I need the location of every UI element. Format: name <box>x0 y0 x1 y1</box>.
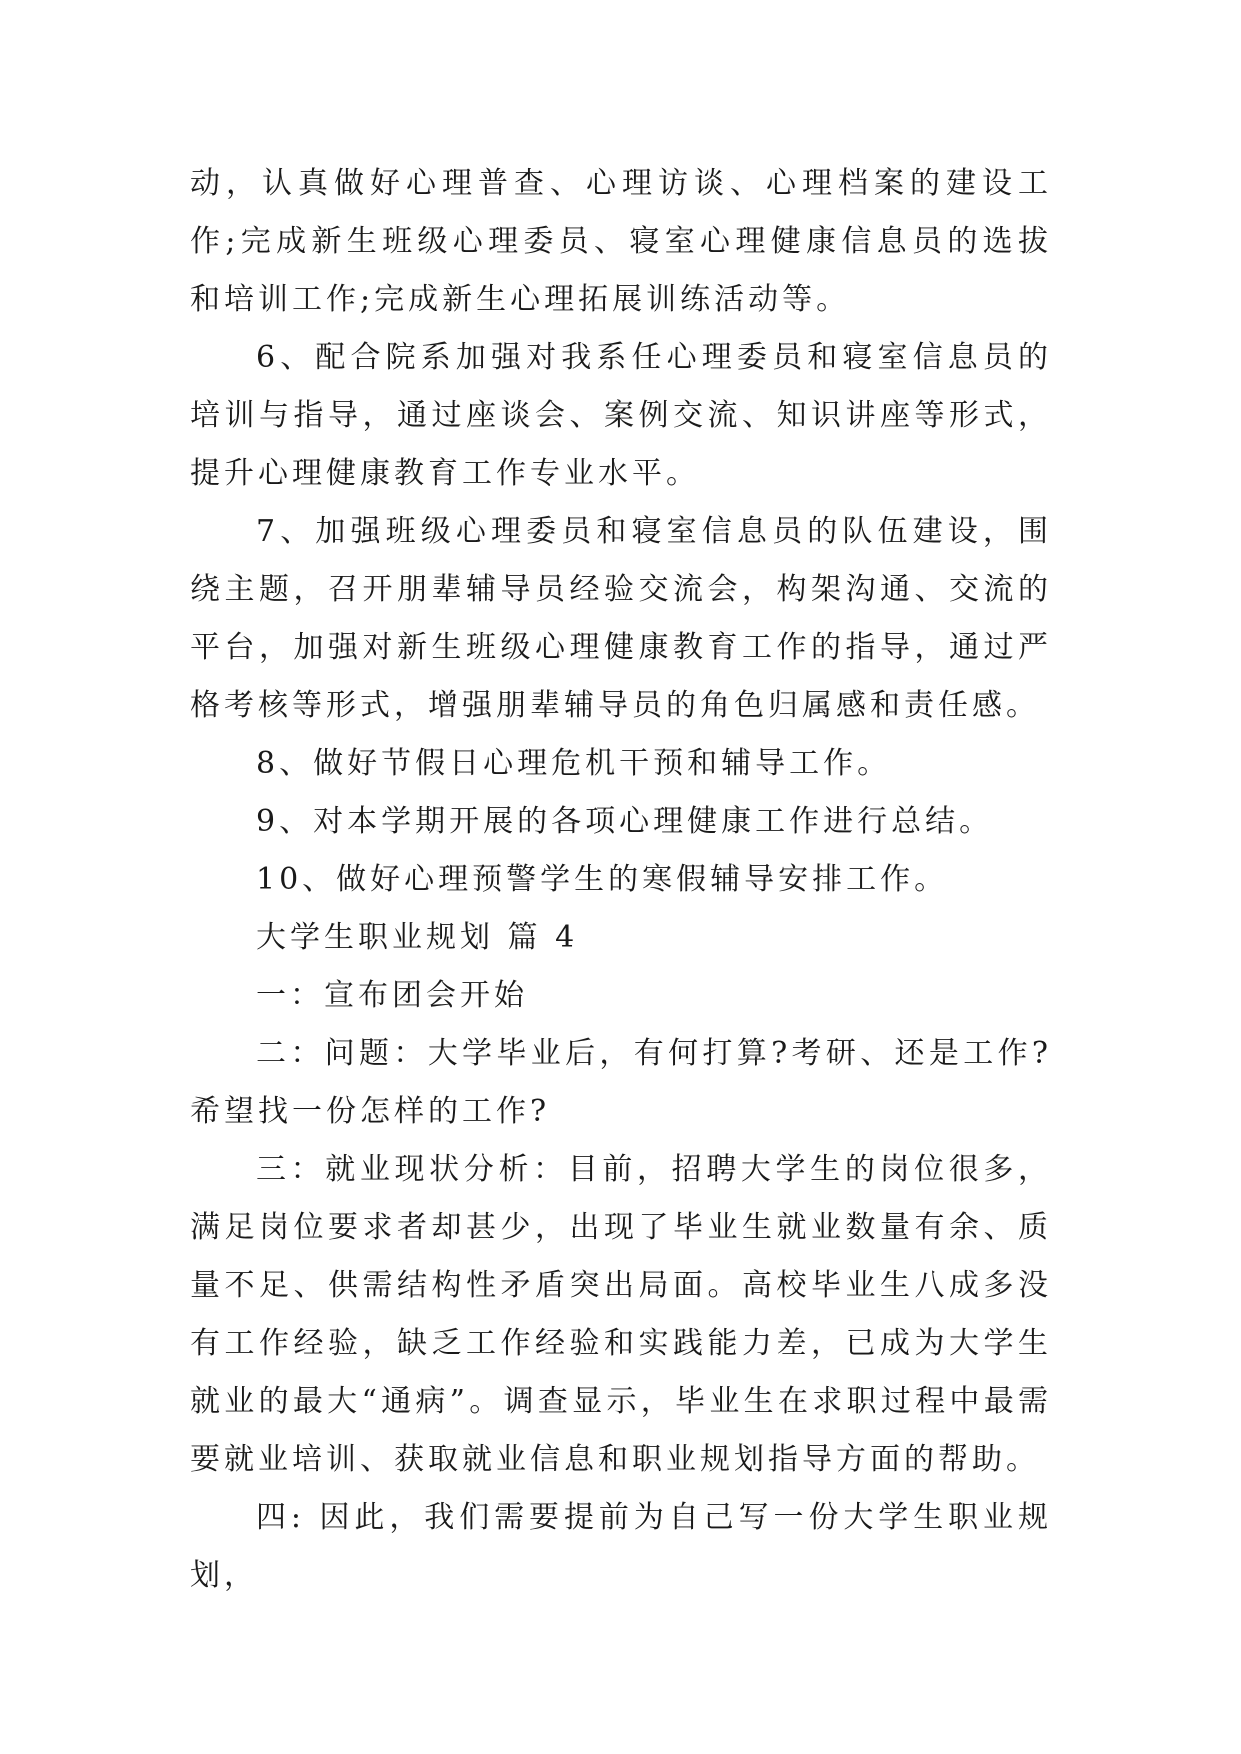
paragraph-step-1: 一：宣布团会开始 <box>256 978 528 1013</box>
paragraph-step-3: 三：就业现状分析：目前，招聘大学生的岗位很多，满足岗位要求者却甚少，出现了毕业生就业数量有余、质量不足、供需结构性矛盾突出局面。高校毕业生八成多没有工作经验，缺乏工作经验和实践能力差，已成为大学生就业的最大“通病”。调查显示，毕业生在求职过程中最需要就业培训、获取就业信息和职业规划指导方面的帮助。 <box>190 1152 1052 1477</box>
section-heading: 大学生职业规划 篇 4 <box>256 920 579 955</box>
paragraph-item-9: 9、对本学期开展的各项心理健康工作进行总结。 <box>256 804 994 839</box>
paragraph-item-10: 10、做好心理预警学生的寒假辅导安排工作。 <box>256 862 949 897</box>
paragraph-item-6: 6、配合院系加强对我系任心理委员和寝室信息员的培训与指导，通过座谈会、案例交流、知识讲座等形式，提升心理健康教育工作专业水平。 <box>190 340 1052 491</box>
document-body <box>190 155 1052 1605</box>
paragraph-step-4: 四: 因此，我们需要提前为自己写一份大学生职业规划， <box>190 1500 1052 1593</box>
paragraph-item-7: 7、加强班级心理委员和寝室信息员的队伍建设，围绕主题，召开朋辈辅导员经验交流会，构架沟通、交流的平台，加强对新生班级心理健康教育工作的指导，通过严格考核等形式，增强朋辈辅导员的角色归属感和责任感。 <box>190 514 1052 723</box>
paragraph-item-8: 8、做好节假日心理危机干预和辅导工作。 <box>256 746 892 781</box>
paragraph-step-2: 二：问题：大学毕业后，有何打算?考研、还是工作?希望找一份怎样的工作? <box>190 1036 1052 1129</box>
paragraph-continuation: 动，认真做好心理普查、心理访谈、心理档案的建设工作;完成新生班级心理委员、寝室心理健康信息员的选拔和培训工作;完成新生心理拓展训练活动等。 <box>190 166 1052 317</box>
